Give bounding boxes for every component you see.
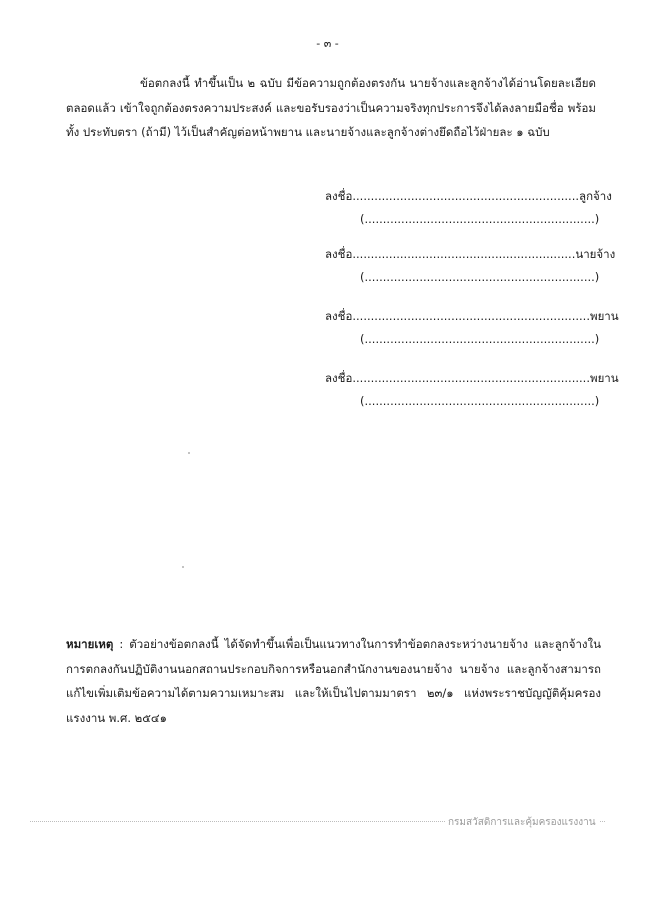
signature-line: ลงชื่อ..............................................................ลูกจ้าง [325, 189, 612, 203]
note-text: : ตัวอย่างข้อตกลงนี้ ได้จัดทำขึ้นเพื่อเป็นแนวทางในการทำข้อตกลงระหว่างนายจ้าง และลูกจ้างในการตกลงกันปฏิบัติงานนอกสถานประกอบกิจการหรือนอกสำนักงานของนายจ้าง นายจ้าง และลูกจ้างสามารถแก้ไขเพิ่มเติมข้อความได้ตามความเหมาะสม และให้เป็นไปตามมาตรา ๒๓/๑ แห่งพระราชบัญญัติคุ้มครองแรงงาน พ.ศ. ๒๕๔๑ [66, 637, 601, 725]
scan-speck [182, 566, 184, 568]
signature-name-line: (...............................................................) [360, 212, 600, 226]
signature-line: ลงชื่อ.................................................................พยาน [325, 371, 619, 385]
page-number: - ๓ - [316, 37, 339, 50]
signature-line: ลงชื่อ.............................................................นายจ้าง [325, 247, 616, 261]
scan-speck [188, 452, 190, 454]
note-label: หมายเหตุ [66, 637, 114, 651]
signature-name-line: (...............................................................) [360, 270, 600, 284]
note-paragraph [66, 632, 601, 730]
footer-text: กรมสวัสดิการและคุ้มครองแรงงาน [445, 815, 599, 830]
signature-name-line: (...............................................................) [360, 332, 600, 346]
signature-line: ลงชื่อ.................................................................พยาน [325, 309, 619, 323]
signature-name-line: (...............................................................) [360, 394, 600, 408]
agreement-paragraph: ข้อตกลงนี้ ทำขึ้นเป็น ๒ ฉบับ มีข้อความถูกต้องตรงกัน นายจ้างและลูกจ้างได้อ่านโดยละเอียด ตลอดแล้ว เข้าใจถูกต้องตรงความประสงค์ และขอรับรองว่าเป็นความจริงทุกประการจึงได้ลงลายมือชื่อ พร้อมทั้ง ประทับตรา (ถ้ามี) ไว้เป็นสำคัญต่อหน้าพยาน และนายจ้างและลูกจ้างต่างยึดถือไว้ฝ่ายละ ๑ ฉบับ [66, 76, 596, 139]
